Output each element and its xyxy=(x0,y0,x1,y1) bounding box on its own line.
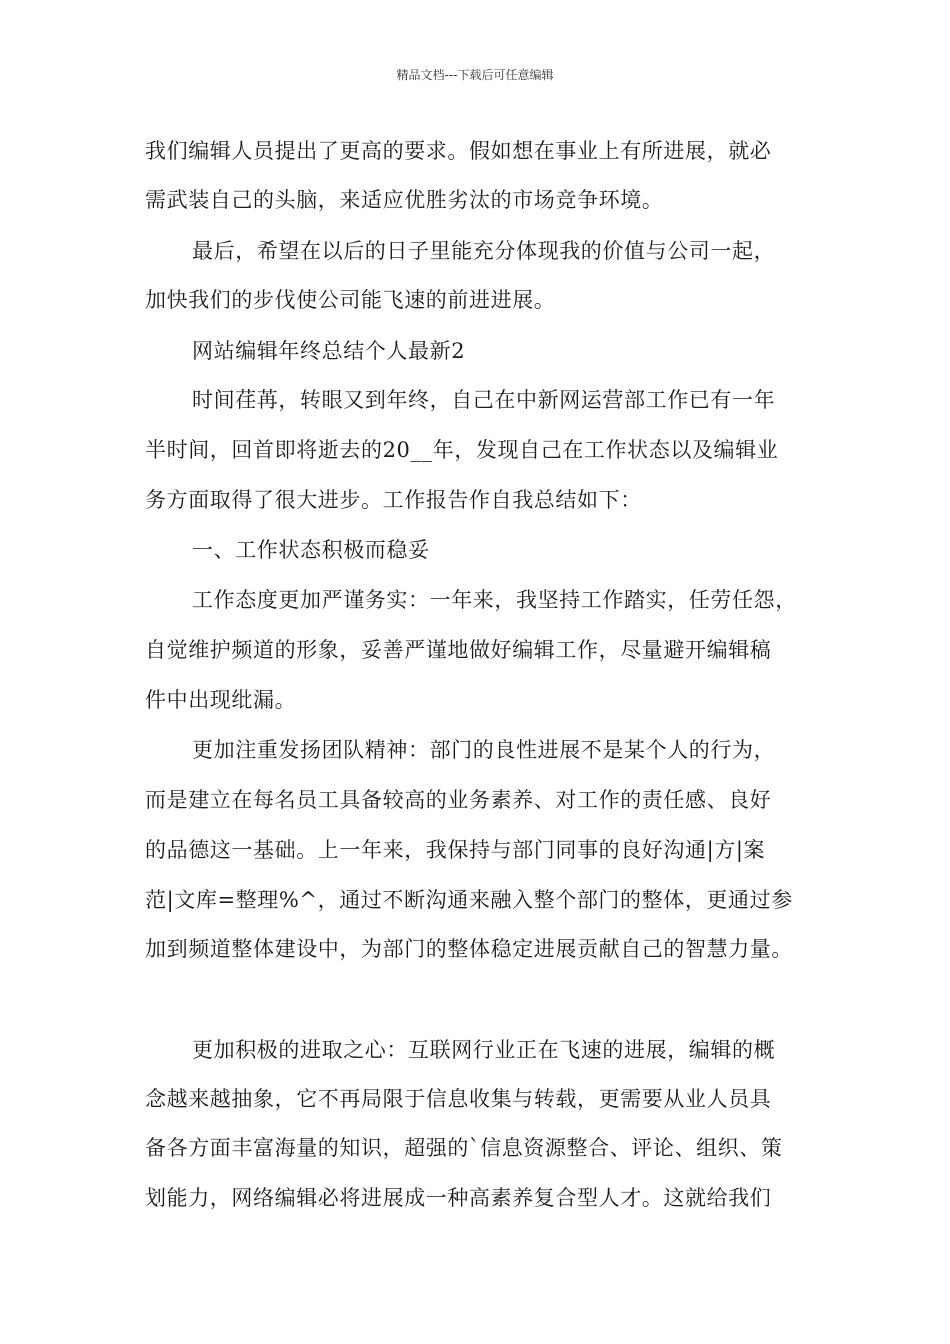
text-line: 更加积极的进取之心：互联网行业正在飞速的进展，编辑的概 xyxy=(192,1038,776,1062)
text-line: 更加注重发扬团队精神：部门的良性进展不是某个人的行为， xyxy=(192,738,776,762)
text-line: 加快我们的步伐使公司能飞速的前进进展。 xyxy=(145,288,556,312)
text-line: 备各方面丰富海量的知识，超强的`信息资源整合、评论、组织、策 xyxy=(145,1136,783,1160)
text-line: 划能力，网络编辑必将进展成一种高素养复合型人才。这就给我们 xyxy=(145,1186,772,1210)
text-line: 件中出现纰漏。 xyxy=(145,688,297,712)
text-line: 而是建立在每名员工具备较高的业务素养、对工作的责任感、良好 xyxy=(145,788,772,812)
page-header: 精品文档---下载后可任意编辑 xyxy=(396,68,554,82)
text-line: 加到频道整体建设中，为部门的整体稳定进展贡献自己的智慧力量。 xyxy=(145,937,793,961)
text-line: 最后，希望在以后的日子里能充分体现我的价值与公司一起， xyxy=(192,239,776,263)
text-line: 务方面取得了很大进步。工作报告作自我总结如下： xyxy=(145,488,642,512)
text-line: 的品德这一基础。上一年来，我保持与部门同事的良好沟通|方|案 xyxy=(145,838,766,862)
section-heading: 网站编辑年终总结个人最新2 xyxy=(192,339,466,363)
text-line: 念越来越抽象，它不再局限于信息收集与转载，更需要从业人员具 xyxy=(145,1087,772,1111)
section-subheading: 一、工作状态积极而稳妥 xyxy=(192,538,430,562)
text-line: 需武装自己的头脑，来适应优胜劣汰的市场竞争环境。 xyxy=(145,188,664,212)
text-line: 工作态度更加严谨务实：一年来，我坚持工作踏实，任劳任怨， xyxy=(192,588,797,612)
text-line: 范|文库=整理%^，通过不断沟通来融入整个部门的整体，更通过参 xyxy=(145,888,793,912)
text-line: 自觉维护频道的形象，妥善严谨地做好编辑工作，尽量避开编辑稿 xyxy=(145,638,772,662)
text-line: 半时间，回首即将逝去的20__年，发现自己在工作状态以及编辑业 xyxy=(145,438,779,462)
text-line: 我们编辑人员提出了更高的要求。假如想在事业上有所进展，就必 xyxy=(145,139,772,163)
text-line: 时间荏苒，转眼又到年终，自己在中新网运营部工作已有一年 xyxy=(192,388,776,412)
